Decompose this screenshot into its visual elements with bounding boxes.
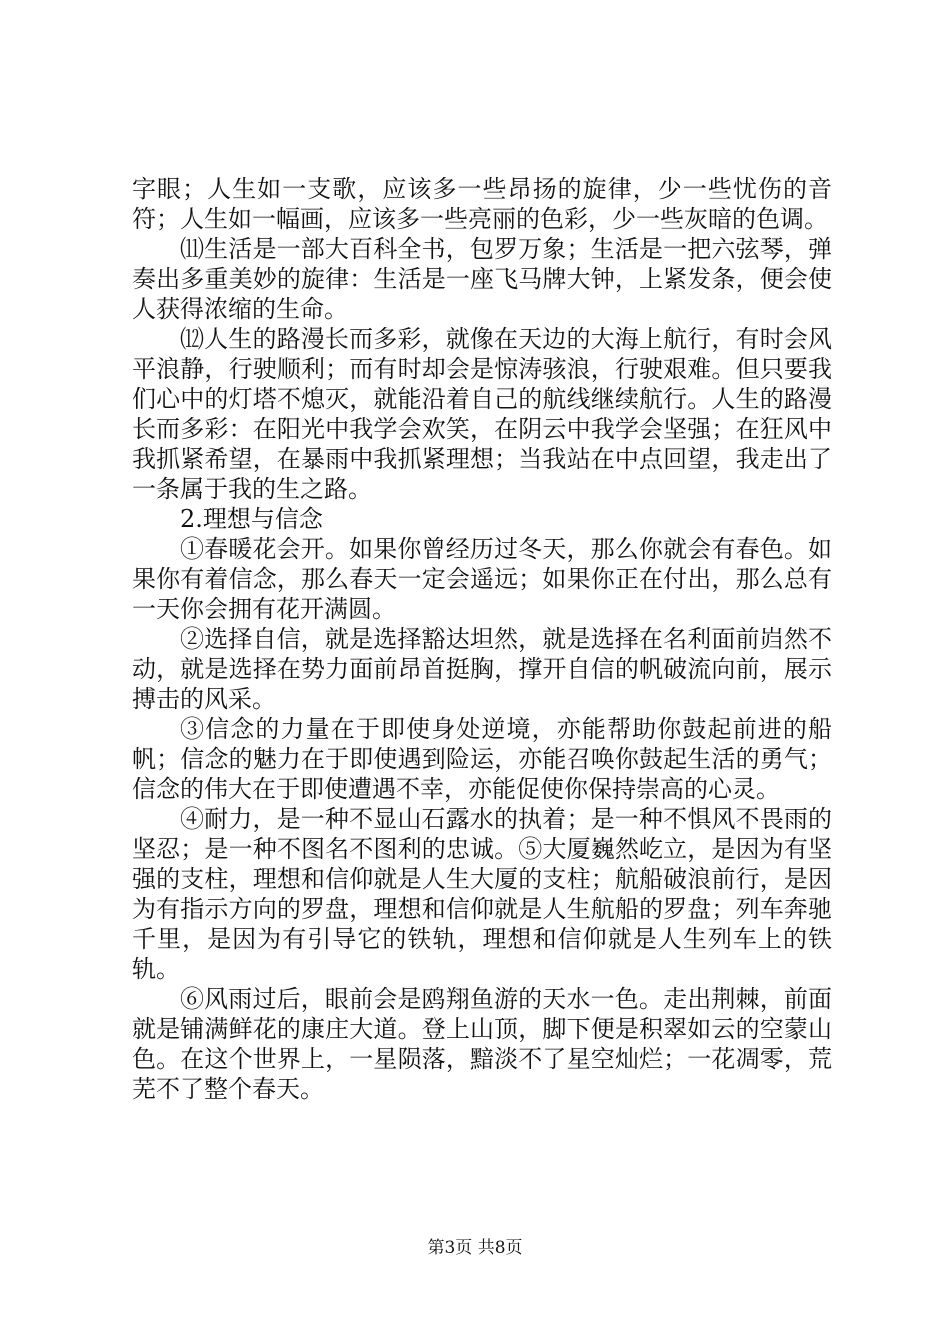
paragraph-circled-6: ⑥风雨过后，眼前会是鸥翔鱼游的天水一色。走出荆棘，前面就是铺满鲜花的康庄大道。登上山顶，脚下便是积翠如云的空蒙山色。在这个世界上，一星陨落，黯淡不了星空灿烂；一花凋零，荒芜不了整个春天。 [132, 985, 832, 1103]
paragraph-circled-1: ①春暖花会开。如果你曾经历过冬天，那么你就会有春色。如果你有着信念，那么春天一定会遥远；如果你正在付出，那么总有一天你会拥有花开满圆。 [132, 535, 832, 623]
document-body [132, 174, 832, 1104]
paragraph-12: ⑿人生的路漫长而多彩，就像在天边的大海上航行，有时会风平浪静，行驶顺利；而有时却会是惊涛骇浪，行驶艰难。但只要我们心中的灯塔不熄灭，就能沿着自己的航线继续航行。人生的路漫长而多彩：在阳光中我学会欢笑，在阴云中我学会坚强；在狂风中我抓紧希望，在暴雨中我抓紧理想；当我站在中点回望，我走出了一条属于我的生之路。 [132, 325, 832, 503]
paragraph-circled-3: ③信念的力量在于即使身处逆境，亦能帮助你鼓起前进的船帆；信念的魅力在于即使遇到险运，亦能召唤你鼓起生活的勇气；信念的伟大在于即使遭遇不幸，亦能促使你保持崇高的心灵。 [132, 715, 832, 803]
paragraph-continuation: 字眼；人生如一支歌，应该多一些昂扬的旋律，少一些忧伤的音符；人生如一幅画，应该多一些亮丽的色彩，少一些灰暗的色调。 [132, 175, 832, 233]
section-heading: 2.理想与信念 [180, 505, 323, 533]
paragraph-circled-4-5: ④耐力，是一种不显山石露水的执着；是一种不惧风不畏雨的坚忍；是一种不图名不图利的忠诚。⑤大厦巍然屹立，是因为有坚强的支柱，理想和信仰就是人生大厦的支柱；航船破浪前行，是因为有指示方向的罗盘，理想和信仰就是人生航船的罗盘；列车奔驰千里，是因为有引导它的铁轨，理想和信仰就是人生列车上的铁轨。 [132, 805, 832, 983]
paragraph-11: ⑾生活是一部大百科全书，包罗万象；生活是一把六弦琴，弹奏出多重美妙的旋律：生活是一座飞马牌大钟，上紧发条，便会使人获得浓缩的生命。 [132, 235, 832, 323]
paragraph-circled-2: ②选择自信，就是选择豁达坦然，就是选择在名利面前岿然不动，就是选择在势力面前昂首挺胸，撑开自信的帆破流向前，展示搏击的风采。 [132, 625, 832, 713]
page-footer: 第3页 共8页 [427, 1238, 523, 1258]
